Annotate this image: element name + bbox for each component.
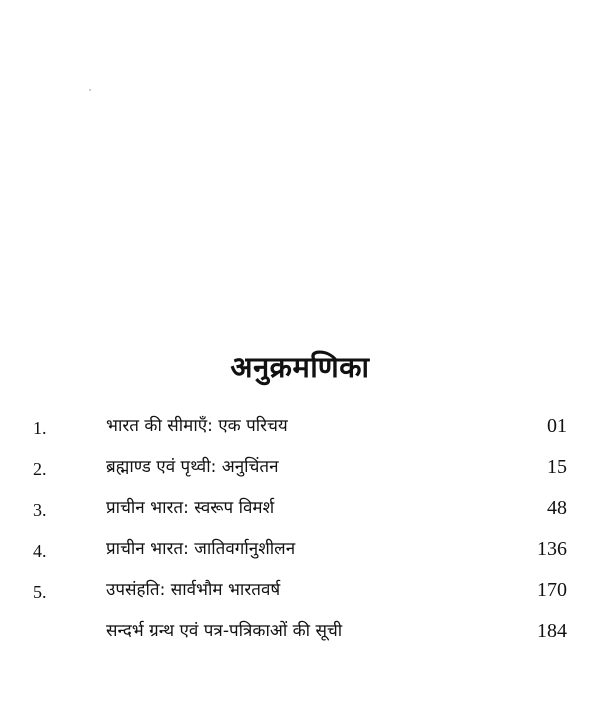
toc-row-bibliography xyxy=(0,615,600,651)
toc-number: 1. xyxy=(33,418,47,438)
scan-speck xyxy=(89,89,91,91)
toc-row-3 xyxy=(0,492,600,528)
toc-row-2 xyxy=(0,451,600,487)
toc-number: 2. xyxy=(33,459,47,479)
toc-page-number: 170 xyxy=(537,579,567,601)
toc-row-5 xyxy=(0,574,600,610)
toc-label: उपसंहति: सार्वभौम भारतवर्ष xyxy=(106,580,281,600)
toc-label: सन्दर्भ ग्रन्थ एवं पत्र-पत्रिकाओं की सूची xyxy=(106,621,343,641)
toc-label: ब्रह्माण्ड एवं पृथ्वी: अनुचिंतन xyxy=(106,457,279,477)
toc-page-number: 48 xyxy=(547,497,567,519)
toc-row-4 xyxy=(0,533,600,569)
toc-number: 3. xyxy=(33,500,47,520)
toc-number: 4. xyxy=(33,541,47,561)
toc-page-number: 184 xyxy=(537,620,567,642)
toc-page-number: 136 xyxy=(537,538,567,560)
toc-page-number: 15 xyxy=(547,456,567,478)
toc-row-1 xyxy=(0,410,600,446)
toc-label: भारत की सीमाएँ: एक परिचय xyxy=(106,416,288,436)
toc-label: प्राचीन भारत: स्वरूप विमर्श xyxy=(106,498,275,518)
toc-label: प्राचीन भारत: जातिवर्गानुशीलन xyxy=(106,539,296,559)
page-title: अनुक्रमणिका xyxy=(230,350,370,385)
toc-page-number: 01 xyxy=(547,415,567,437)
toc-number: 5. xyxy=(33,582,47,602)
